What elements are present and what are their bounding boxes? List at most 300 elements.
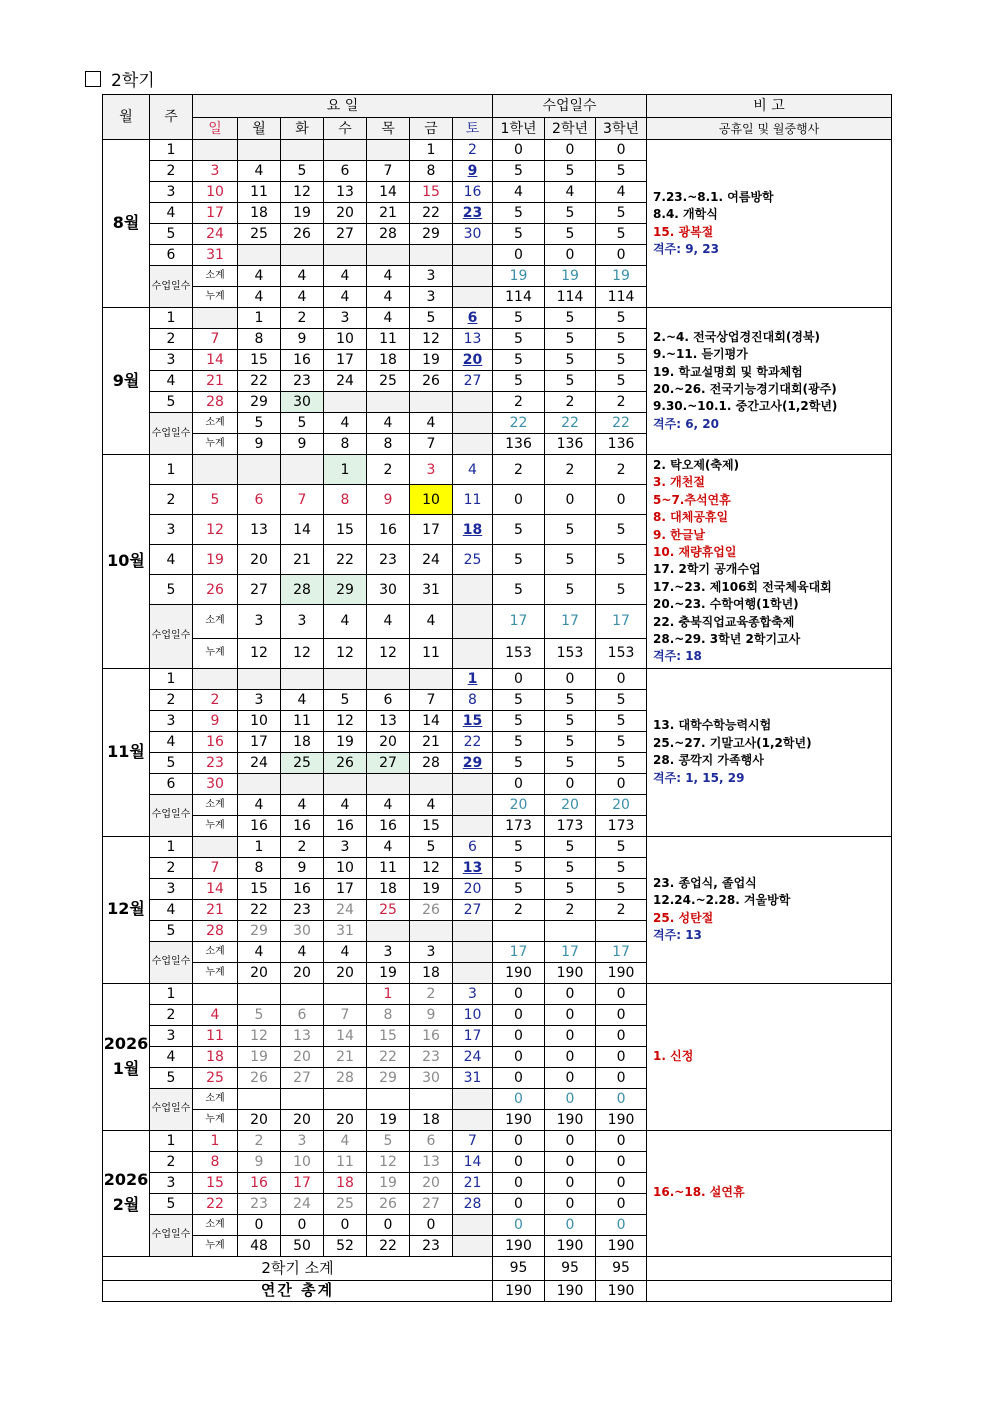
subtotal-day-count: 5 xyxy=(281,413,324,434)
header-remarks-sub: 공휴일 및 월중행사 xyxy=(647,118,892,140)
header-weekday-group: 요 일 xyxy=(193,95,493,118)
blank-sat xyxy=(453,434,493,455)
semester-total-grade-3: 95 xyxy=(596,1256,647,1280)
day-cell: 1 xyxy=(324,455,367,485)
day-cell: 13 xyxy=(281,1025,324,1046)
subtotal-day-count: 4 xyxy=(324,794,367,815)
header-wed: 수 xyxy=(324,118,367,140)
grade-2-count: 0 xyxy=(545,668,596,689)
grade-2-count: 0 xyxy=(545,140,596,161)
grade-2-count: 0 xyxy=(545,1151,596,1172)
day-cell: 20 xyxy=(238,545,281,575)
grade-2-count: 5 xyxy=(545,710,596,731)
week-number: 1 xyxy=(150,983,193,1004)
grade-1-count: 5 xyxy=(493,878,545,899)
day-cell: 2 xyxy=(410,983,453,1004)
grade-1-count: 5 xyxy=(493,224,545,245)
day-cell: 12 xyxy=(410,857,453,878)
subtotal-grade-3: 22 xyxy=(596,413,647,434)
grade-1-count: 5 xyxy=(493,308,545,329)
subtotal-grade-1: 17 xyxy=(493,605,545,639)
grade-3-count: 0 xyxy=(596,1193,647,1214)
week-number: 2 xyxy=(150,1151,193,1172)
day-cell: 16 xyxy=(281,878,324,899)
annual-total-grade-2: 190 xyxy=(545,1280,596,1301)
week-number: 6 xyxy=(150,773,193,794)
week-number: 3 xyxy=(150,182,193,203)
grade-1-count: 0 xyxy=(493,1025,545,1046)
day-cell xyxy=(453,392,493,413)
day-cell: 7 xyxy=(193,857,238,878)
day-cell: 1 xyxy=(238,308,281,329)
day-cell: 8 xyxy=(238,857,281,878)
school-days-label: 수업일수 xyxy=(150,1088,193,1130)
day-cell xyxy=(281,668,324,689)
day-cell: 23 xyxy=(281,899,324,920)
note-line: 3. 개천절 xyxy=(653,475,705,490)
day-cell: 22 xyxy=(410,203,453,224)
note-line: 13. 대학수학능력시험 xyxy=(653,718,772,733)
cumulative-label: 누계 xyxy=(193,287,238,308)
day-cell: 27 xyxy=(238,575,281,605)
day-cell: 9 xyxy=(281,329,324,350)
grade-3-count xyxy=(596,920,647,941)
month-label xyxy=(103,983,150,1130)
day-cell: 21 xyxy=(410,731,453,752)
day-cell: 5 xyxy=(281,161,324,182)
grade-2-count: 0 xyxy=(545,773,596,794)
week-row xyxy=(103,836,892,857)
grade-3-count: 5 xyxy=(596,350,647,371)
cumulative-grade-1: 114 xyxy=(493,287,545,308)
week-number: 4 xyxy=(150,203,193,224)
week-number: 3 xyxy=(150,515,193,545)
day-cell: 22 xyxy=(453,731,493,752)
note-line: 25.~27. 기말고사(1,2학년) xyxy=(653,735,812,750)
note-line: 28.~29. 3학년 2학기고사 xyxy=(653,631,801,646)
day-cell xyxy=(367,140,410,161)
grade-2-count: 5 xyxy=(545,575,596,605)
school-days-label: 수업일수 xyxy=(150,794,193,836)
day-cell xyxy=(410,773,453,794)
week-number: 1 xyxy=(150,1130,193,1151)
grade-1-count: 5 xyxy=(493,161,545,182)
day-cell: 10 xyxy=(324,857,367,878)
week-number: 1 xyxy=(150,836,193,857)
day-cell: 17 xyxy=(238,731,281,752)
day-cell: 29 xyxy=(367,1067,410,1088)
subtotal-day-count: 3 xyxy=(238,605,281,639)
day-cell: 9 xyxy=(453,161,493,182)
blank-sat xyxy=(453,962,493,983)
grade-1-count: 0 xyxy=(493,1067,545,1088)
day-cell: 6 xyxy=(238,485,281,515)
day-cell: 25 xyxy=(193,1067,238,1088)
day-cell: 4 xyxy=(281,689,324,710)
day-cell: 8 xyxy=(410,161,453,182)
day-cell: 24 xyxy=(281,1193,324,1214)
day-cell xyxy=(193,140,238,161)
day-cell: 18 xyxy=(281,731,324,752)
day-cell: 4 xyxy=(324,1130,367,1151)
day-cell: 15 xyxy=(238,878,281,899)
day-cell: 29 xyxy=(410,224,453,245)
grade-3-count: 0 xyxy=(596,245,647,266)
note-line: 28. 콩깍지 가족행사 xyxy=(653,753,764,768)
day-cell: 26 xyxy=(238,1067,281,1088)
day-cell: 3 xyxy=(453,983,493,1004)
day-cell: 21 xyxy=(453,1172,493,1193)
day-cell xyxy=(367,392,410,413)
month-notes xyxy=(647,1130,892,1256)
cumulative-day-count: 18 xyxy=(410,1109,453,1130)
school-days-label: 수업일수 xyxy=(150,1214,193,1256)
week-row xyxy=(103,455,892,485)
month-label-part: 12월 xyxy=(107,899,145,919)
day-cell: 30 xyxy=(281,392,324,413)
day-cell: 21 xyxy=(367,203,410,224)
note-line: 격주: 13 xyxy=(653,928,702,943)
day-cell xyxy=(324,668,367,689)
day-cell: 6 xyxy=(367,689,410,710)
grade-3-count: 4 xyxy=(596,182,647,203)
grade-1-count: 0 xyxy=(493,1172,545,1193)
day-cell: 16 xyxy=(410,1025,453,1046)
day-cell xyxy=(324,773,367,794)
grade-3-count: 0 xyxy=(596,1130,647,1151)
blank-sat xyxy=(453,815,493,836)
grade-3-count: 5 xyxy=(596,575,647,605)
subtotal-day-count: 3 xyxy=(367,941,410,962)
grade-2-count: 5 xyxy=(545,752,596,773)
grade-1-count: 5 xyxy=(493,371,545,392)
day-cell: 10 xyxy=(238,710,281,731)
cumulative-grade-2: 114 xyxy=(545,287,596,308)
day-cell: 28 xyxy=(453,1193,493,1214)
day-cell xyxy=(193,983,238,1004)
subtotal-day-count: 0 xyxy=(410,1214,453,1235)
week-number: 2 xyxy=(150,329,193,350)
school-days-label: 수업일수 xyxy=(150,605,193,669)
semester-total-row xyxy=(103,1256,892,1280)
day-cell: 14 xyxy=(193,350,238,371)
day-cell: 2 xyxy=(281,836,324,857)
day-cell: 17 xyxy=(453,1025,493,1046)
subtotal-day-count: 4 xyxy=(324,413,367,434)
day-cell: 21 xyxy=(193,899,238,920)
day-cell: 19 xyxy=(410,350,453,371)
subtotal-day-count: 4 xyxy=(281,794,324,815)
day-cell: 8 xyxy=(453,689,493,710)
day-cell: 23 xyxy=(410,1046,453,1067)
day-cell: 23 xyxy=(193,752,238,773)
subtotal-grade-3: 0 xyxy=(596,1088,647,1109)
day-cell: 22 xyxy=(238,899,281,920)
day-cell: 23 xyxy=(367,545,410,575)
grade-2-count: 2 xyxy=(545,899,596,920)
blank-sat xyxy=(453,1109,493,1130)
cumulative-grade-3: 173 xyxy=(596,815,647,836)
cumulative-grade-3: 153 xyxy=(596,638,647,668)
subtotal-day-count: 3 xyxy=(410,266,453,287)
day-cell: 5 xyxy=(410,308,453,329)
note-line: 격주: 18 xyxy=(653,649,702,664)
month-label xyxy=(103,140,150,308)
grade-1-count: 5 xyxy=(493,545,545,575)
grade-3-count: 5 xyxy=(596,515,647,545)
cumulative-grade-3: 190 xyxy=(596,962,647,983)
week-row xyxy=(103,1130,892,1151)
day-cell: 20 xyxy=(453,350,493,371)
day-cell: 12 xyxy=(324,710,367,731)
grade-1-count: 0 xyxy=(493,140,545,161)
subtotal-day-count: 4 xyxy=(281,266,324,287)
subtotal-grade-3: 17 xyxy=(596,605,647,639)
day-cell: 10 xyxy=(324,329,367,350)
grade-3-count: 5 xyxy=(596,371,647,392)
grade-2-count: 0 xyxy=(545,1046,596,1067)
day-cell: 23 xyxy=(281,371,324,392)
grade-2-count: 0 xyxy=(545,245,596,266)
grade-2-count: 0 xyxy=(545,983,596,1004)
cumulative-day-count: 20 xyxy=(324,1109,367,1130)
note-line: 1. 신정 xyxy=(653,1048,694,1063)
grade-1-count: 2 xyxy=(493,392,545,413)
day-cell: 4 xyxy=(193,1004,238,1025)
grade-2-count: 5 xyxy=(545,515,596,545)
cumulative-day-count: 22 xyxy=(367,1235,410,1256)
subtotal-grade-2: 0 xyxy=(545,1214,596,1235)
day-cell: 22 xyxy=(324,545,367,575)
subtotal-day-count xyxy=(324,1088,367,1109)
grade-1-count: 0 xyxy=(493,773,545,794)
day-cell xyxy=(410,245,453,266)
grade-3-count: 0 xyxy=(596,1004,647,1025)
semester-calendar-table xyxy=(102,94,892,1302)
header-grade-2: 2학년 xyxy=(545,118,596,140)
cumulative-day-count: 19 xyxy=(367,1109,410,1130)
day-cell: 11 xyxy=(324,1151,367,1172)
blank-sat xyxy=(453,794,493,815)
day-cell: 29 xyxy=(238,392,281,413)
blank-sat xyxy=(453,638,493,668)
grade-2-count: 5 xyxy=(545,161,596,182)
day-cell: 11 xyxy=(367,857,410,878)
cumulative-grade-1: 136 xyxy=(493,434,545,455)
annual-total-grade-3: 190 xyxy=(596,1280,647,1301)
school-days-label: 수업일수 xyxy=(150,413,193,455)
cumulative-day-count: 20 xyxy=(324,962,367,983)
day-cell xyxy=(410,920,453,941)
month-notes xyxy=(647,140,892,308)
subtotal-grade-2: 0 xyxy=(545,1088,596,1109)
week-number: 2 xyxy=(150,161,193,182)
day-cell: 18 xyxy=(193,1046,238,1067)
subtotal-day-count: 4 xyxy=(238,794,281,815)
header-tue: 화 xyxy=(281,118,324,140)
day-cell: 3 xyxy=(410,455,453,485)
week-number: 3 xyxy=(150,710,193,731)
note-line: 5~7.추석연휴 xyxy=(653,492,731,507)
cumulative-grade-2: 190 xyxy=(545,962,596,983)
cumulative-label: 누계 xyxy=(193,815,238,836)
cumulative-day-count: 4 xyxy=(281,287,324,308)
day-cell: 7 xyxy=(281,485,324,515)
day-cell: 16 xyxy=(281,350,324,371)
month-label xyxy=(103,308,150,455)
grade-1-count: 0 xyxy=(493,983,545,1004)
grade-2-count: 0 xyxy=(545,485,596,515)
grade-2-count: 5 xyxy=(545,329,596,350)
day-cell: 12 xyxy=(281,182,324,203)
month-label xyxy=(103,1130,150,1256)
cumulative-day-count: 9 xyxy=(238,434,281,455)
month-label-part: 8월 xyxy=(112,213,140,233)
cumulative-grade-2: 190 xyxy=(545,1235,596,1256)
checkbox-square-icon xyxy=(85,71,101,87)
day-cell: 27 xyxy=(410,1193,453,1214)
subtotal-grade-1: 20 xyxy=(493,794,545,815)
subtotal-grade-3: 19 xyxy=(596,266,647,287)
day-cell xyxy=(324,983,367,1004)
grade-3-count: 5 xyxy=(596,857,647,878)
grade-2-count: 5 xyxy=(545,836,596,857)
day-cell xyxy=(324,140,367,161)
day-cell: 24 xyxy=(238,752,281,773)
week-number: 1 xyxy=(150,668,193,689)
grade-3-count: 0 xyxy=(596,773,647,794)
grade-3-count: 0 xyxy=(596,1172,647,1193)
day-cell: 15 xyxy=(410,182,453,203)
grade-1-count: 0 xyxy=(493,485,545,515)
grade-2-count: 0 xyxy=(545,1025,596,1046)
day-cell xyxy=(193,308,238,329)
note-line: 10. 재량휴업일 xyxy=(653,544,737,559)
grade-1-count: 5 xyxy=(493,203,545,224)
subtotal-day-count: 4 xyxy=(281,941,324,962)
day-cell: 31 xyxy=(453,1067,493,1088)
subtotal-label: 소계 xyxy=(193,794,238,815)
day-cell: 30 xyxy=(193,773,238,794)
subtotal-day-count xyxy=(238,1088,281,1109)
day-cell: 24 xyxy=(410,545,453,575)
grade-1-count: 5 xyxy=(493,857,545,878)
day-cell: 2 xyxy=(193,689,238,710)
week-number: 2 xyxy=(150,857,193,878)
subtotal-day-count: 0 xyxy=(324,1214,367,1235)
blank-sat xyxy=(453,941,493,962)
week-number: 5 xyxy=(150,752,193,773)
cumulative-day-count: 9 xyxy=(281,434,324,455)
day-cell: 3 xyxy=(324,308,367,329)
note-line: 20.~23. 수학여행(1학년) xyxy=(653,597,799,612)
day-cell: 5 xyxy=(367,1130,410,1151)
subtotal-grade-1: 22 xyxy=(493,413,545,434)
day-cell xyxy=(453,245,493,266)
month-label-part: 2026 xyxy=(103,1170,149,1190)
day-cell: 28 xyxy=(193,920,238,941)
grade-1-count: 5 xyxy=(493,689,545,710)
grade-1-count: 4 xyxy=(493,182,545,203)
semester-total-grade-1: 95 xyxy=(493,1256,545,1280)
grade-3-count: 2 xyxy=(596,392,647,413)
day-cell: 1 xyxy=(193,1130,238,1151)
blank-sat xyxy=(453,413,493,434)
day-cell xyxy=(193,455,238,485)
grade-3-count: 0 xyxy=(596,668,647,689)
grade-1-count: 0 xyxy=(493,668,545,689)
cumulative-day-count: 15 xyxy=(410,815,453,836)
day-cell: 10 xyxy=(453,1004,493,1025)
day-cell: 2 xyxy=(281,308,324,329)
day-cell: 26 xyxy=(410,371,453,392)
subtotal-grade-2: 20 xyxy=(545,794,596,815)
day-cell: 2 xyxy=(238,1130,281,1151)
cumulative-day-count: 12 xyxy=(367,638,410,668)
cumulative-day-count: 16 xyxy=(238,815,281,836)
day-cell: 19 xyxy=(410,878,453,899)
subtotal-grade-2: 17 xyxy=(545,941,596,962)
subtotal-day-count: 4 xyxy=(410,605,453,639)
grade-3-count: 5 xyxy=(596,689,647,710)
subtotal-day-count: 5 xyxy=(238,413,281,434)
grade-3-count: 0 xyxy=(596,1025,647,1046)
grade-1-count: 5 xyxy=(493,515,545,545)
day-cell: 7 xyxy=(193,329,238,350)
grade-2-count: 4 xyxy=(545,182,596,203)
day-cell: 10 xyxy=(410,485,453,515)
grade-3-count: 5 xyxy=(596,224,647,245)
day-cell: 7 xyxy=(324,1004,367,1025)
day-cell: 19 xyxy=(281,203,324,224)
day-cell: 29 xyxy=(238,920,281,941)
grade-3-count: 0 xyxy=(596,1067,647,1088)
grade-1-count: 5 xyxy=(493,350,545,371)
subtotal-day-count: 4 xyxy=(238,941,281,962)
day-cell xyxy=(281,455,324,485)
header-remarks: 비 고 xyxy=(647,95,892,118)
day-cell: 16 xyxy=(238,1172,281,1193)
cumulative-label: 누계 xyxy=(193,434,238,455)
day-cell: 13 xyxy=(453,857,493,878)
note-line: 25. 성탄절 xyxy=(653,910,714,925)
cumulative-day-count: 23 xyxy=(410,1235,453,1256)
subtotal-label: 소계 xyxy=(193,1214,238,1235)
day-cell: 3 xyxy=(324,836,367,857)
grade-2-count: 5 xyxy=(545,878,596,899)
note-line: 9.30.~10.1. 중간고사(1,2학년) xyxy=(653,399,838,414)
note-line: 22. 충북직업교육종합축제 xyxy=(653,614,795,629)
week-number: 3 xyxy=(150,350,193,371)
subtotal-grade-3: 0 xyxy=(596,1214,647,1235)
day-cell: 11 xyxy=(453,485,493,515)
day-cell: 5 xyxy=(238,1004,281,1025)
grade-3-count: 5 xyxy=(596,878,647,899)
day-cell: 23 xyxy=(238,1193,281,1214)
day-cell xyxy=(193,836,238,857)
day-cell: 25 xyxy=(281,752,324,773)
grade-2-count xyxy=(545,920,596,941)
month-label-part: 2026 xyxy=(103,1033,149,1053)
grade-3-count: 2 xyxy=(596,899,647,920)
day-cell: 18 xyxy=(238,203,281,224)
header-month: 월 xyxy=(103,95,150,140)
day-cell: 27 xyxy=(367,752,410,773)
subtotal-label: 소계 xyxy=(193,941,238,962)
day-cell: 2 xyxy=(453,140,493,161)
day-cell: 8 xyxy=(367,1004,410,1025)
grade-1-count: 5 xyxy=(493,710,545,731)
